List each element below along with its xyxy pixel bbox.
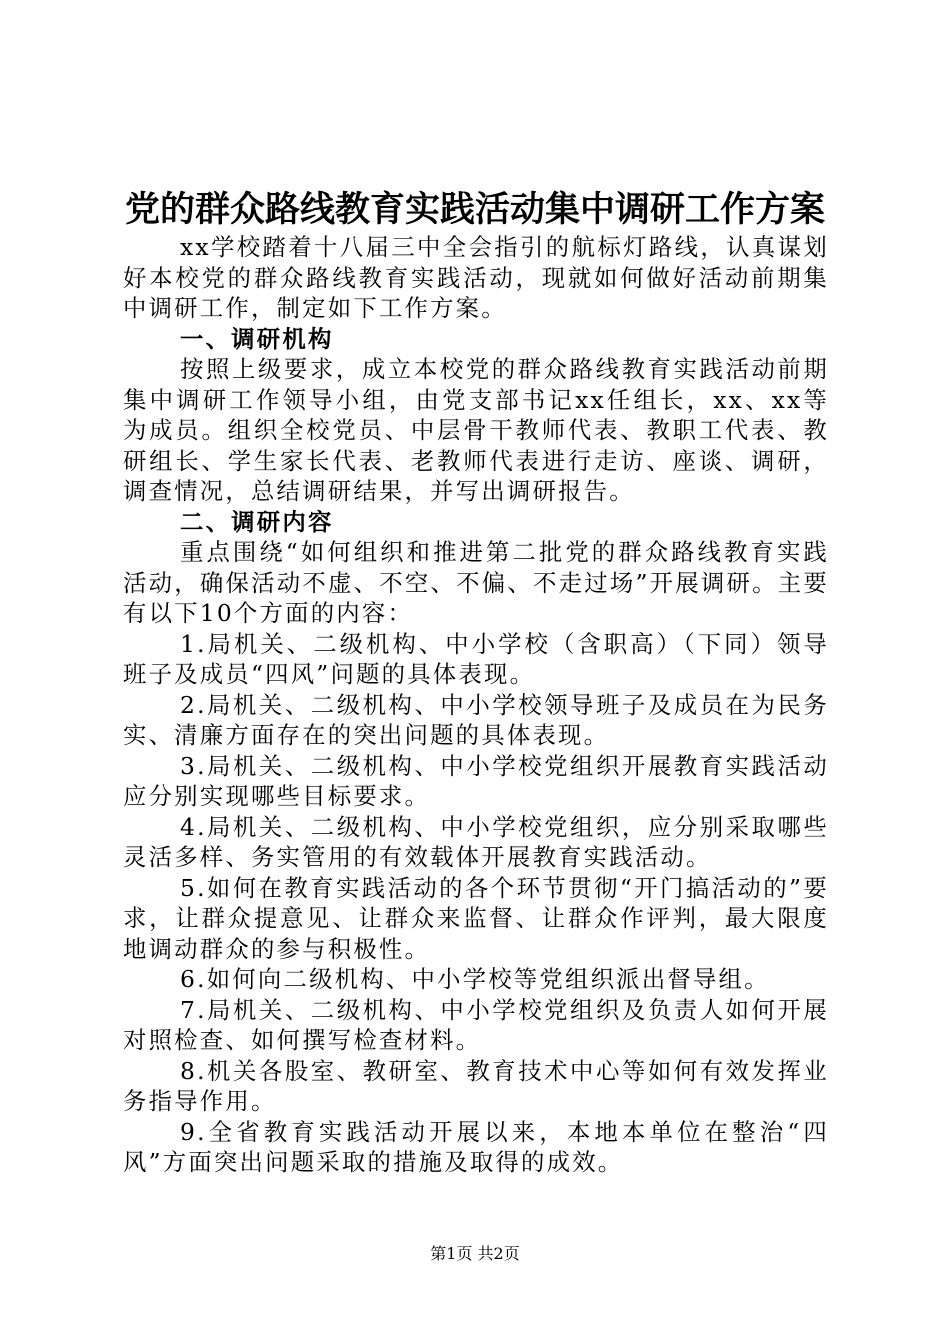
list-item: 5.如何在教育实践活动的各个环节贯彻“开门搞活动的”要求，让群众提意见、让群众来监督、让群众作评判，最大限度地调动群众的参与积极性。: [123, 873, 829, 963]
list-item: 8.机关各股室、教研室、教育技术中心等如何有效发挥业务指导作用。: [123, 1056, 829, 1115]
section-2-paragraph: 重点围绕“如何组织和推进第二批党的群众路线教育实践活动，确保活动不虚、不空、不偏、不走过场”开展调研。主要有以下10个方面的内容：: [123, 538, 829, 627]
document-body: [123, 232, 829, 1178]
section-1-paragraph: 按照上级要求，成立本校党的群众路线教育实践活动前期集中调研工作领导小组，由党支部书记xx任组长，xx、xx等为成员。组织全校党员、中层骨干教师代表、教职工代表、教研组长、学生家长代表、老教师代表进行走访、座谈、调研，调查情况，总结调研结果，并写出调研报告。: [123, 355, 829, 505]
list-item: 4.局机关、二级机构、中小学校党组织，应分别采取哪些灵活多样、务实管用的有效载体开展教育实践活动。: [123, 812, 829, 871]
section-2-heading: 二、调研内容: [180, 507, 334, 536]
list-item: 1.局机关、二级机构、中小学校（含职高）（下同）领导班子及成员“四风”问题的具体表现。: [123, 629, 829, 688]
list-item: 7.局机关、二级机构、中小学校党组织及负责人如何开展对照检查、如何撰写检查材料。: [123, 995, 829, 1054]
list-item: 2.局机关、二级机构、中小学校领导班子及成员在为民务实、清廉方面存在的突出问题的具体表现。: [123, 690, 829, 749]
section-1-heading: 一、调研机构: [180, 324, 334, 353]
list-item: 9.全省教育实践活动开展以来，本地本单位在整治“四风”方面突出问题采取的措施及取得的成效。: [123, 1117, 829, 1176]
document-title: 党的群众路线教育实践活动集中调研工作方案: [124, 189, 825, 230]
list-item: 3.局机关、二级机构、中小学校党组织开展教育实践活动应分别实现哪些目标要求。: [123, 751, 829, 810]
list-item: 6.如何向二级机构、中小学校等党组织派出督导组。: [180, 965, 770, 993]
page-footer: 第1页 共2页: [430, 1244, 520, 1263]
intro-paragraph: xx学校踏着十八届三中全会指引的航标灯路线，认真谋划好本校党的群众路线教育实践活动，现就如何做好活动前期集中调研工作，制定如下工作方案。: [123, 233, 829, 322]
